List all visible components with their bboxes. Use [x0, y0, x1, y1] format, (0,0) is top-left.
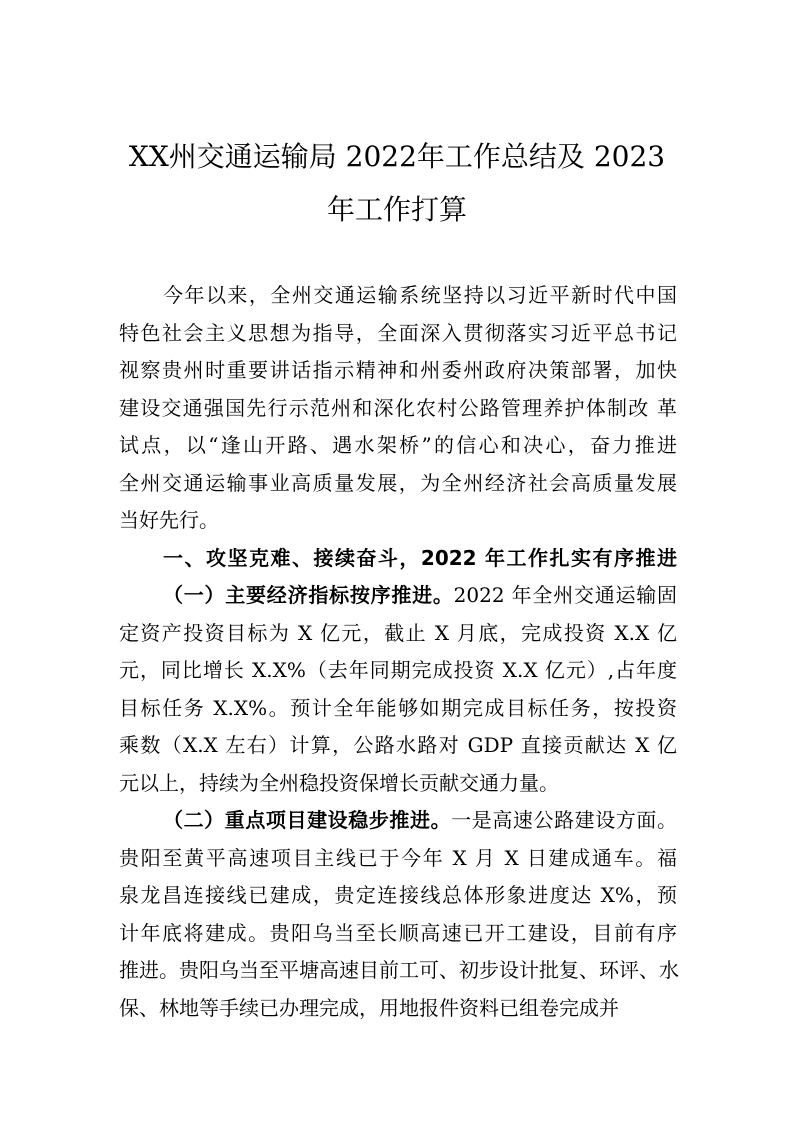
- text-line: 全州交通运输事业高质量发展，为全州经济社会高质量发展: [119, 470, 677, 495]
- text-line: 贵阳至黄平高速项目主线已于今年 X 月 X 日建成通车。福: [119, 845, 677, 870]
- item-lead: （一）主要经济指标按序推进。: [163, 583, 454, 607]
- text-line: 乘数（X.X 左右）计算，公路水路对 GDP 直接贡献达 X 亿: [119, 733, 677, 757]
- text-line: 定资产投资目标为 X 亿元，截止 X 月底，完成投资 X.X 亿: [119, 620, 677, 645]
- intro-paragraph: [119, 277, 677, 540]
- text-line: 今年以来，全州交通运输系统坚持以习近平新时代中国: [163, 283, 677, 307]
- item-2-paragraph: [119, 802, 677, 1027]
- text-line: [119, 577, 677, 615]
- text-line: 元，同比增长 X.X%（去年同期完成投资 X.X 亿元）,占年度: [119, 658, 677, 682]
- section-heading: 一、攻坚克难、接续奋斗，2022 年工作扎实有序推进: [163, 545, 677, 570]
- document-body: [119, 277, 677, 1027]
- title-line-1: XX州交通运输局 2022年工作总结及 2023: [128, 140, 666, 173]
- title-line-2: 年工作打算: [326, 193, 467, 226]
- text-span: 一是高速公路建设方面。: [451, 808, 678, 832]
- text-span: 2022 年全州交通运输固: [453, 583, 677, 607]
- text-line: 视察贵州时重要讲话指示精神和州委州政府决策部署，加快: [119, 358, 677, 382]
- item-1-paragraph: [119, 577, 677, 802]
- text-line: 推进。贵阳乌当至平塘高速目前工可、初步设计批复、环评、水: [119, 958, 679, 982]
- text-line: 泉龙昌连接线已建成，贵定连接线总体形象进度达 X%，预: [119, 883, 677, 907]
- text-line: 当好先行。: [119, 508, 219, 532]
- item-lead: （二）重点项目建设稳步推进。: [163, 808, 452, 832]
- text-line: 计年底将建成。贵阳乌当至长顺高速已开工建设，目前有序: [119, 920, 677, 945]
- text-line: 特色社会主义思想为指导，全面深入贯彻落实习近平总书记: [119, 320, 677, 345]
- text-line: 元以上，持续为全州稳投资保增长贡献交通力量。: [119, 770, 559, 795]
- text-line: 保、林地等手续已办理完成，用地报件资料已组卷完成并: [119, 995, 619, 1020]
- text-line: 目标任务 X.X%。预计全年能够如期完成目标任务，按投资: [119, 695, 677, 720]
- text-line: [119, 802, 677, 840]
- text-line: 试点，以“逢山开路、遇水架桥”的信心和决心，奋力推进: [119, 433, 677, 457]
- text-line: 建设交通强国先行示范州和深化农村公路管理养护体制改 革: [119, 395, 677, 420]
- document-title: [0, 130, 794, 236]
